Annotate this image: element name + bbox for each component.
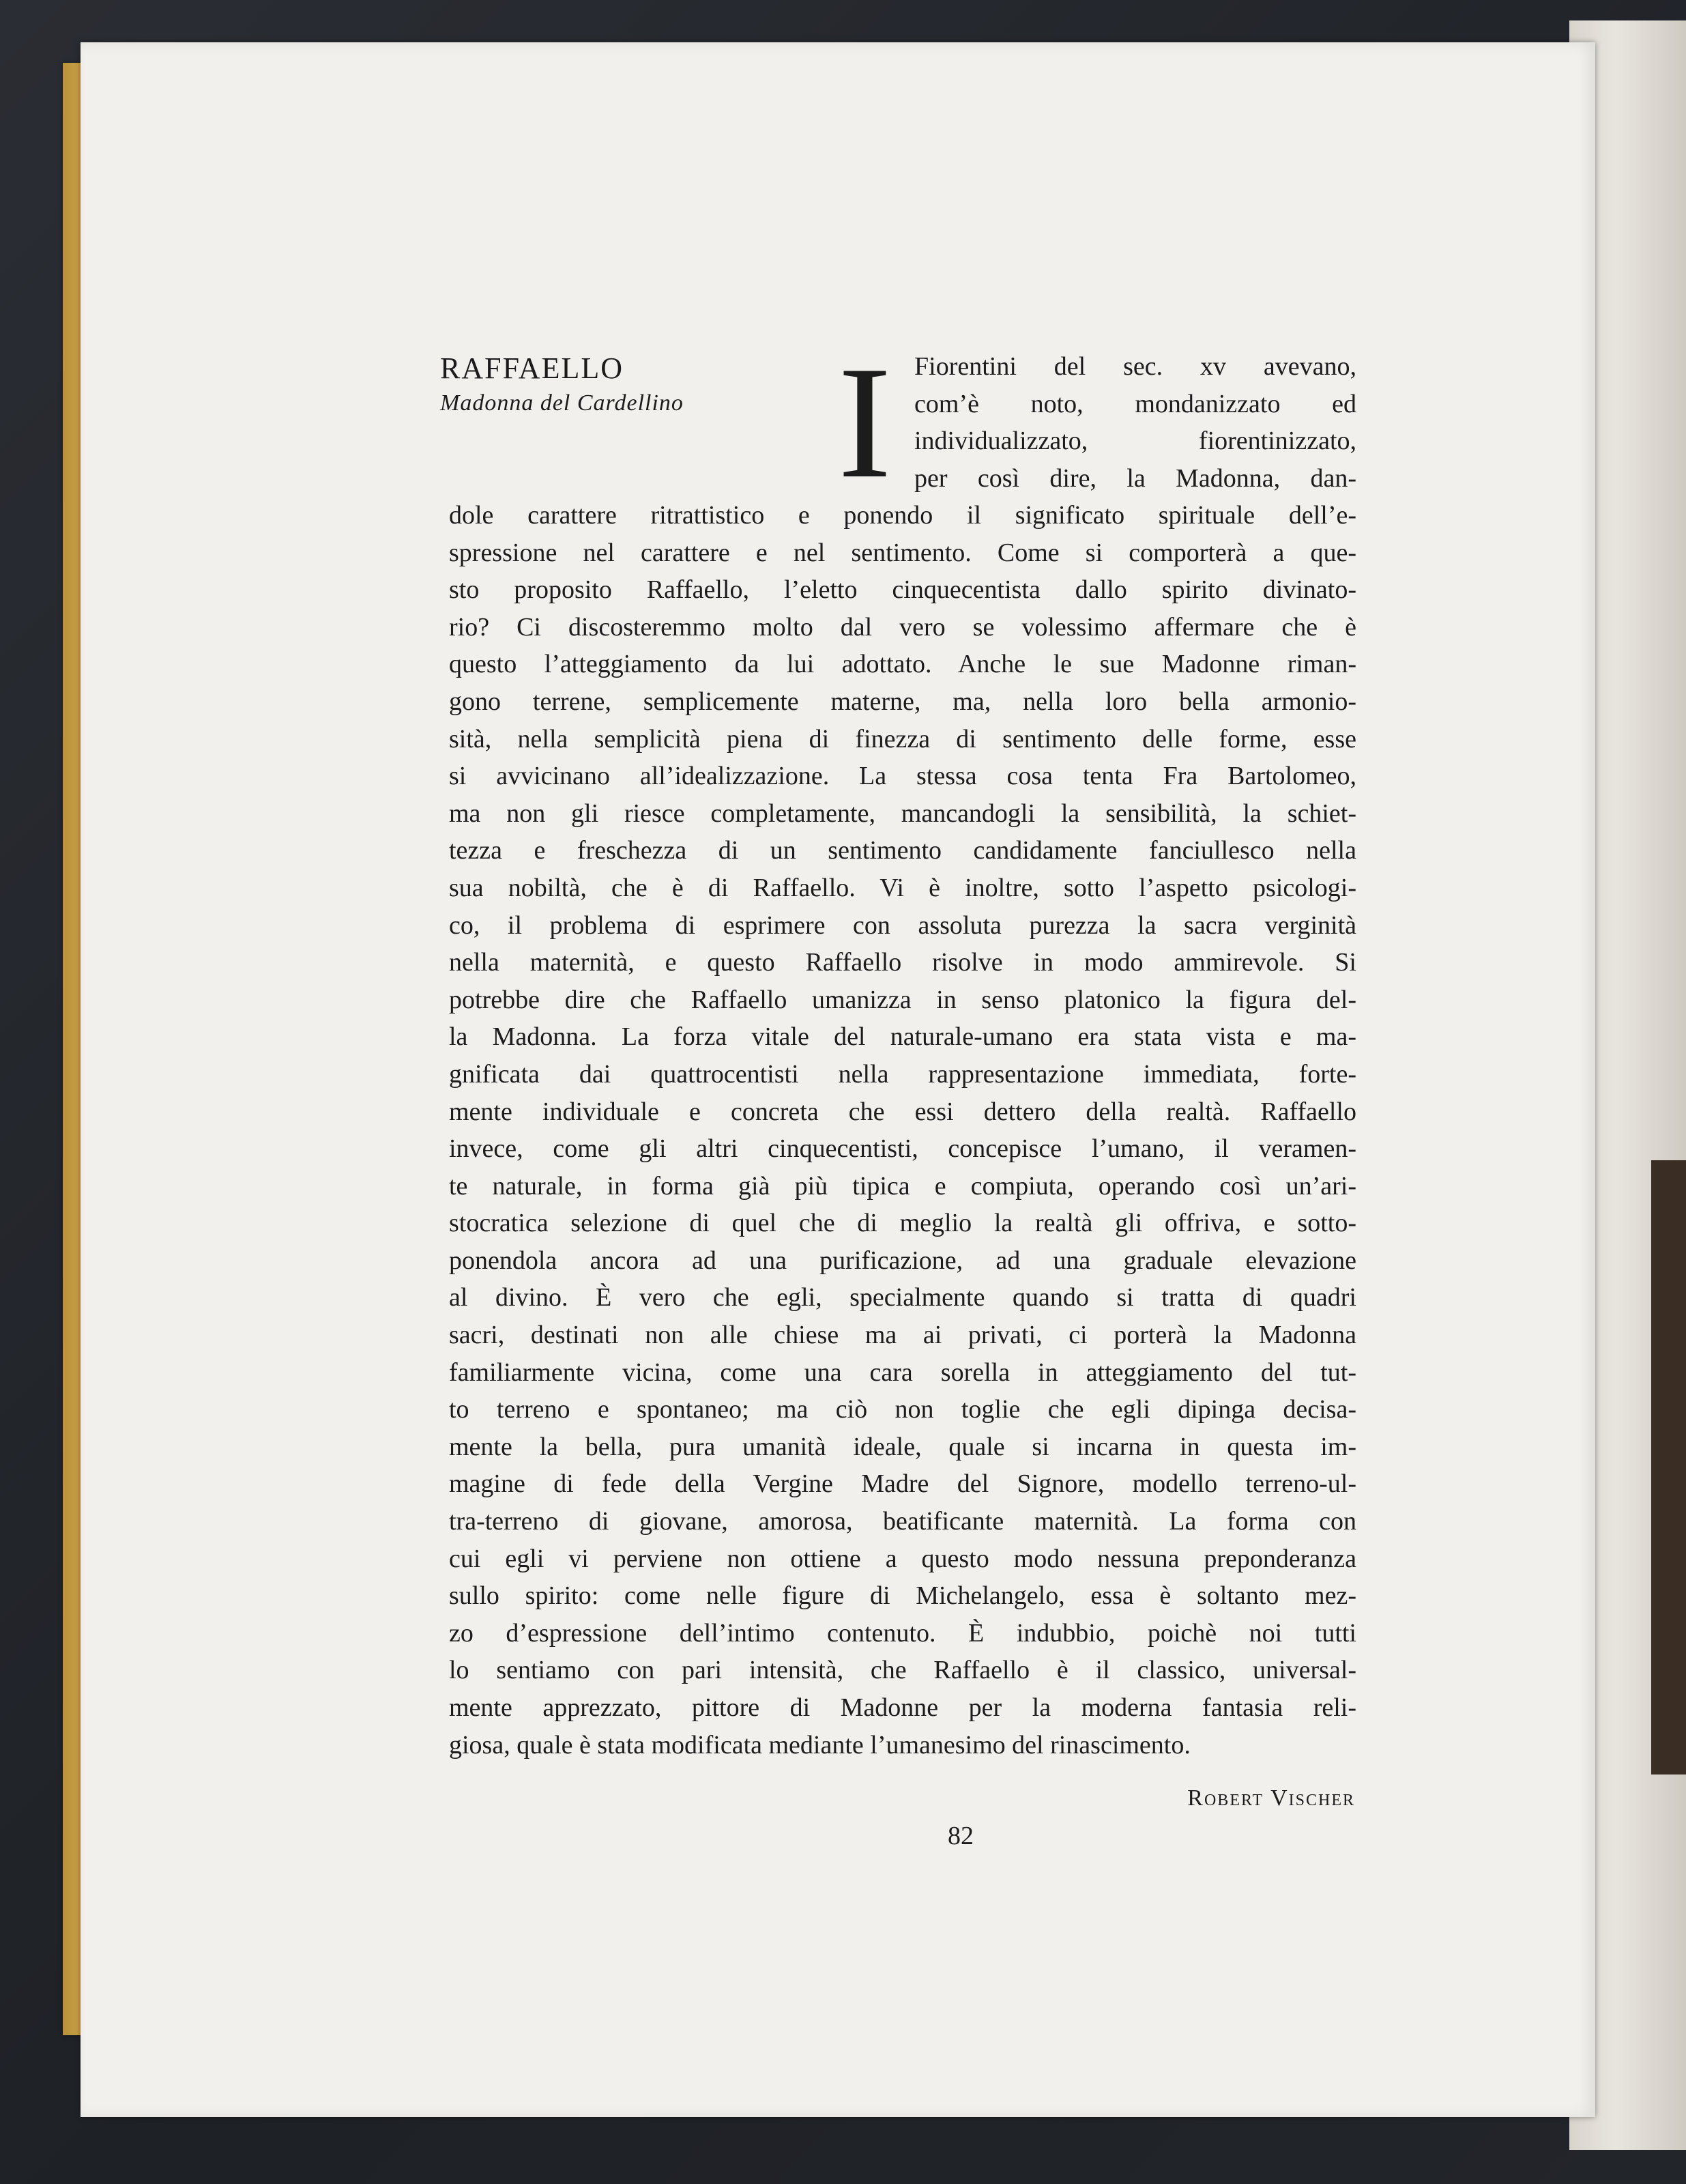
text-line: sacri, destinati non alle chiese ma ai privati, ci porterà la Madonna <box>449 1321 1356 1350</box>
text-line: nella maternità, e questo Raffaello risolve in modo ammirevole. Si <box>449 948 1356 977</box>
page-number: 82 <box>948 1822 974 1850</box>
text-line: sullo spirito: come nelle figure di Michelangelo, essa è soltanto mez- <box>449 1581 1356 1611</box>
text-line: cui egli vi perviene non ottiene a questo modo nessuna preponderanza <box>449 1544 1356 1573</box>
artist-title: RAFFAELLO <box>440 351 624 385</box>
text-line: mente apprezzato, pittore di Madonne per la moderna fantasia reli- <box>449 1693 1356 1722</box>
text-line: mente individuale e concreta che essi dettero della realtà. Raffaello <box>449 1097 1356 1126</box>
book-page <box>81 42 1595 2117</box>
text-line: sua nobiltà, che è di Raffaello. Vi è inoltre, sotto l’aspetto psicologi- <box>449 873 1356 902</box>
text-line: mente la bella, pura umanità ideale, quale si incarna in questa im- <box>449 1432 1356 1461</box>
author-signature: Robert Vischer <box>1187 1785 1355 1811</box>
text-line: la Madonna. La forza vitale del naturale-umano era stata vista e ma- <box>449 1022 1356 1052</box>
text-line: al divino. È vero che egli, specialmente quando si tratta di quadri <box>449 1283 1356 1312</box>
text-line: ma non gli riesce completamente, mancandogli la sensibilità, la schiet- <box>449 799 1356 828</box>
text-line: si avvicinano all’idealizzazione. La stessa cosa tenta Fra Bartolomeo, <box>449 762 1356 791</box>
text-line: ponendola ancora ad una purificazione, ad una graduale elevazione <box>449 1246 1356 1275</box>
text-line: Fiorentini del sec. xv avevano, <box>914 352 1356 381</box>
essay-text <box>449 334 1356 1764</box>
opening-paragraph-lead <box>449 334 1356 512</box>
text-line: zo d’espressione dell’intimo contenuto. È indubbio, poichè noi tutti <box>449 1618 1356 1648</box>
text-line: gono terrene, semplicemente materne, ma, nella loro bella armonio- <box>449 687 1356 716</box>
text-line: to terreno e spontaneo; ma ciò non toglie che egli dipinga decisa- <box>449 1395 1356 1424</box>
artwork-subtitle: Madonna del Cardellino <box>440 390 684 416</box>
body-lines <box>449 497 1356 1764</box>
text-line: lo sentiamo con pari intensità, che Raffaello è il classico, universal- <box>449 1656 1356 1685</box>
text-line: stocratica selezione di quel che di meglio la realtà gli offriva, e sotto- <box>449 1209 1356 1238</box>
text-line: spressione nel carattere e nel sentimento. Come si comporterà a que- <box>449 538 1356 567</box>
text-line: potrebbe dire che Raffaello umanizza in senso platonico la figura del- <box>449 985 1356 1014</box>
text-line: per così dire, la Madonna, dan- <box>914 463 1356 493</box>
text-line: invece, come gli altri cinquecentisti, concepisce l’umano, il veramen- <box>449 1134 1356 1164</box>
text-line: familiarmente vicina, come una cara sorella in atteggiamento del tut- <box>449 1357 1356 1387</box>
text-line: rio? Ci discosteremmo molto dal vero se volessimo affermare che è <box>449 612 1356 642</box>
text-line: co, il problema di esprimere con assoluta purezza la sacra verginità <box>449 910 1356 940</box>
text-line: tezza e freschezza di un sentimento candidamente fanciullesco nella <box>449 836 1356 865</box>
next-page-shadow <box>1651 1160 1686 1774</box>
text-line: tra-terreno di giovane, amorosa, beatificante maternità. La forma con <box>449 1507 1356 1536</box>
text-line: giosa, quale è stata modificata mediante l’umanesimo del rinascimento. <box>449 1730 1191 1759</box>
text-line: com’è noto, mondanizzato ed <box>914 389 1356 418</box>
text-line: magine di fede della Vergine Madre del Signore, modello terreno-ul- <box>449 1469 1356 1499</box>
lead-lines <box>914 348 1356 497</box>
text-line: sità, nella semplicità piena di finezza di sentimento delle forme, esse <box>449 724 1356 753</box>
drop-cap: I <box>838 334 892 512</box>
text-line: individualizzato, fiorentinizzato, <box>914 427 1356 456</box>
text-line: gnificata dai quattrocentisti nella rappresentazione immediata, forte- <box>449 1059 1356 1089</box>
text-line: dole carattere ritrattistico e ponendo il significato spirituale dell’e- <box>449 501 1356 530</box>
text-line: te naturale, in forma già più tipica e compiuta, operando così un’ari- <box>449 1171 1356 1201</box>
text-line: questo l’atteggiamento da lui adottato. Anche le sue Madonne riman- <box>449 650 1356 679</box>
text-line: sto proposito Raffaello, l’eletto cinquecentista dallo spirito divinato- <box>449 575 1356 605</box>
